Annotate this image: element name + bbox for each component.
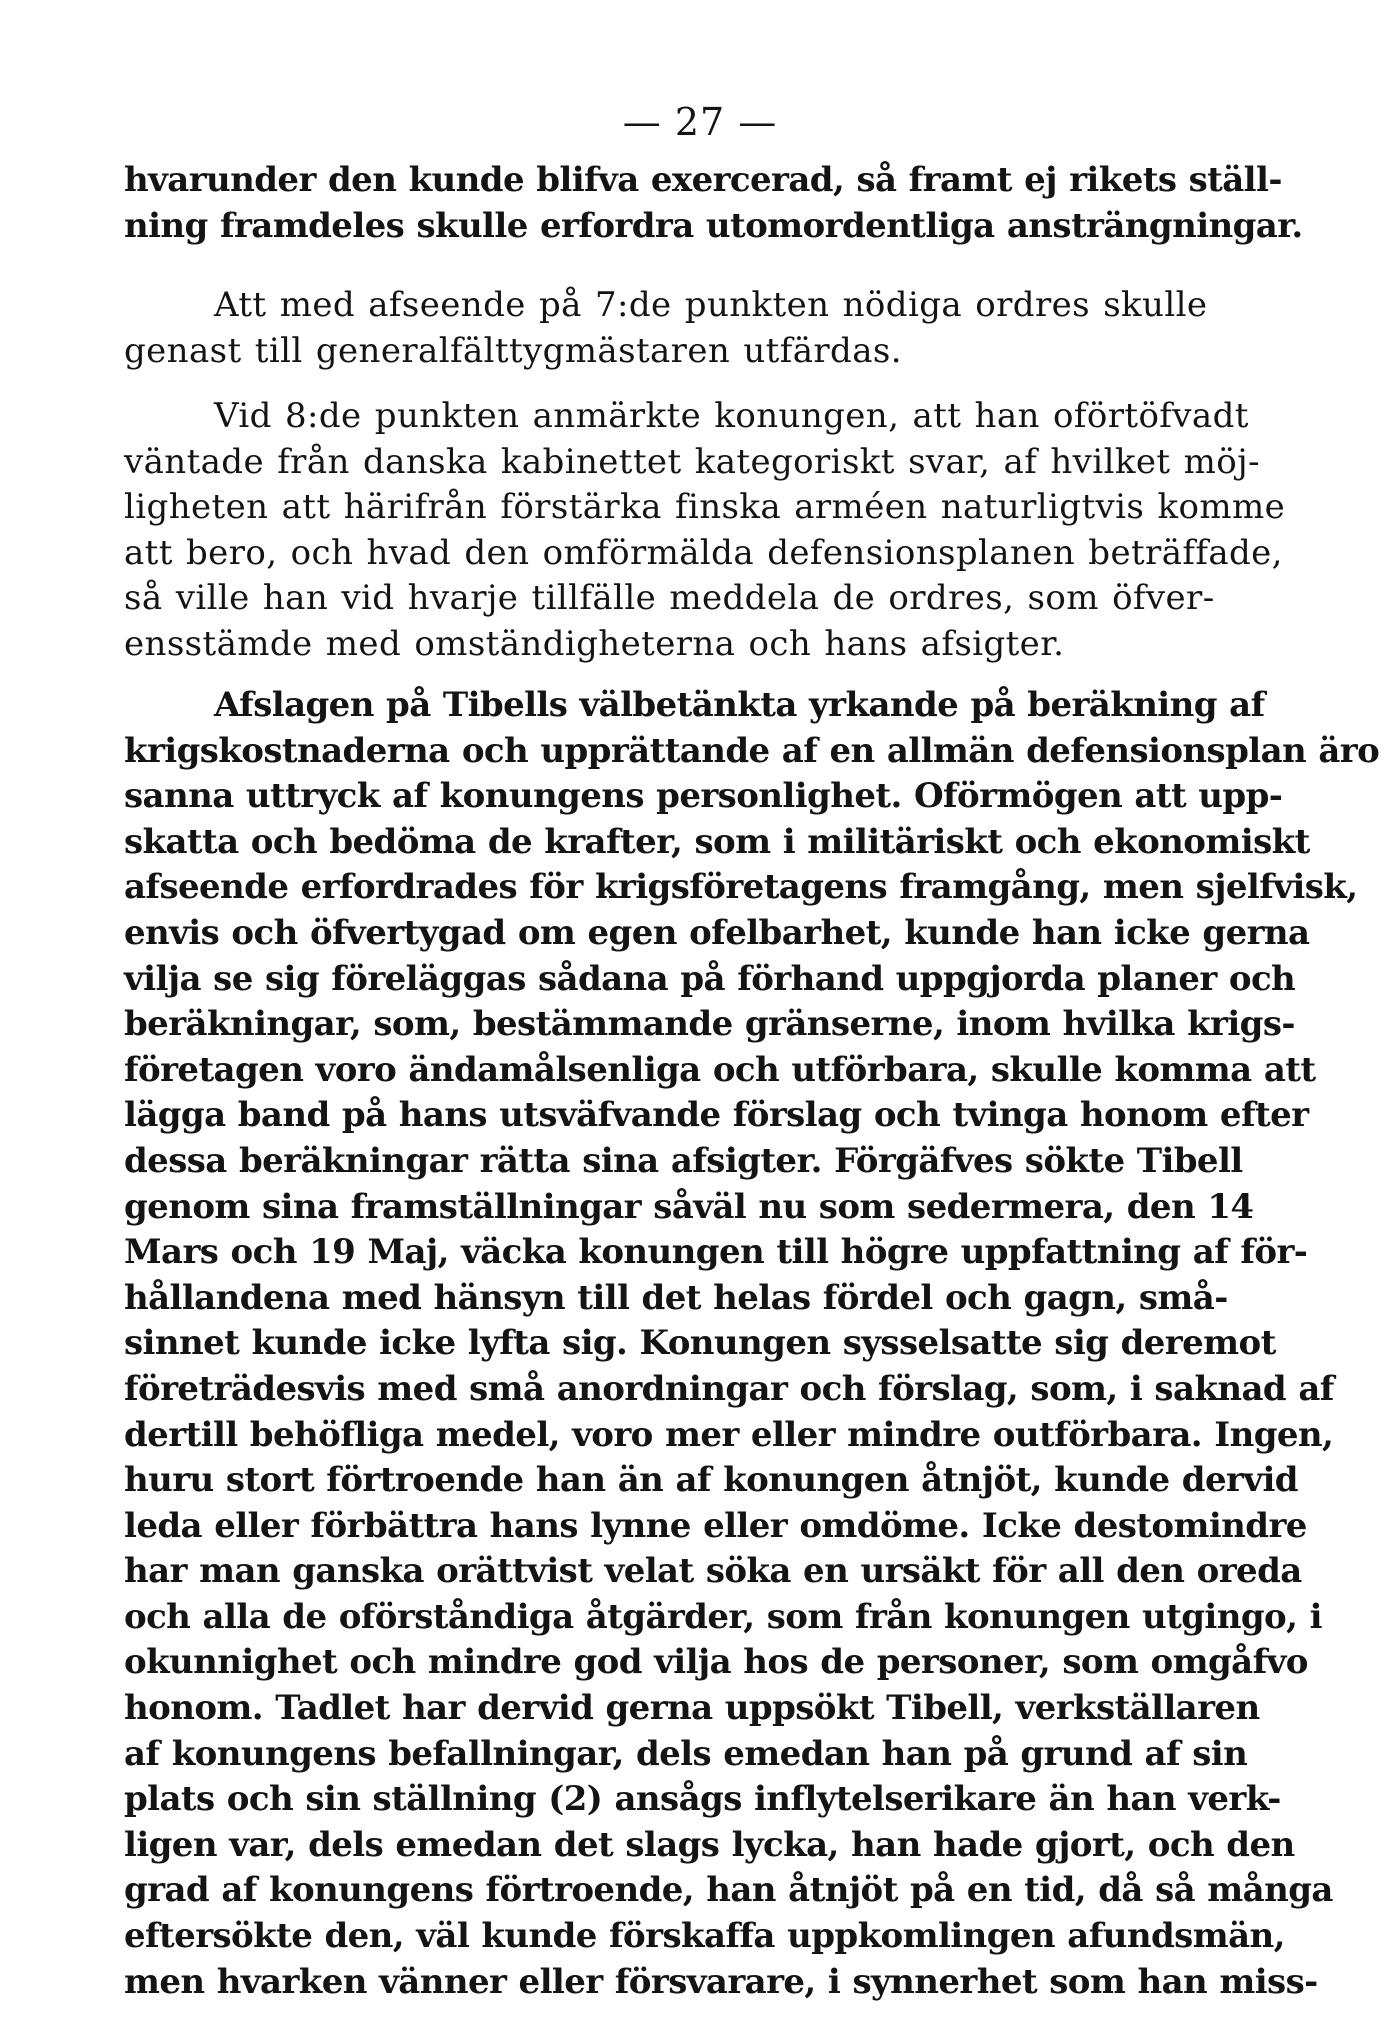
text-line: Att med afseende på 7:de punkten nödiga ordres skulle [214,285,1208,325]
text-line: Afslagen på Tibells välbetänkta yrkande på beräkning af [214,685,1265,725]
text-line: företrädesvis med små anordningar och förslag, som, i saknad af [124,1368,1334,1409]
text-line: genast till generalfälttygmästaren utfärdas. [124,330,902,371]
text-line: och alla de oförståndiga åtgärder, som från konungen utgingo, i [124,1596,1322,1637]
text-line: lägga band på hans utsväfvande förslag och tvinga honom efter [124,1095,1309,1136]
text-line: ensstämde med omständigheterna och hans afsigter. [124,623,1065,664]
text-line: men hvarken vänner eller försvarare, i synnerhet som han miss- [124,1961,1318,2002]
text-line: okunnighet och mindre god vilja hos de personer, som omgåfvo [124,1642,1308,1683]
text-line: företagen voro ändamålsenliga och utförbara, skulle komma att [124,1049,1316,1090]
text-line: plats och sin ställning (2) ansågs inflytelserikare än han verk- [124,1779,1281,1820]
text-line: att bero, och hvad den omförmälda defensionsplanen beträffade, [124,532,1283,573]
text-line: eftersökte den, väl kunde förskaffa uppkomlingen afundsmän, [124,1916,1285,1957]
text-line: genom sina framställningar såväl nu som sedermera, den 14 [124,1186,1254,1227]
paragraph [124,683,1380,2005]
text-line: väntade från danska kabinettet kategoriskt svar, af hvilket möj- [124,441,1260,482]
text-line: dessa beräkningar rätta sina afsigter. Förgäfves sökte Tibell [124,1140,1243,1181]
text-line: ligheten att härifrån förstärka finska arméen naturligtvis komme [124,487,1286,528]
text-line: hållandena med hänsyn till det helas fördel och gagn, små- [124,1277,1228,1318]
text-line: afseende erfordrades för krigsföretagens framgång, men sjelfvisk, [124,867,1358,908]
paragraph [124,394,1286,668]
text-line: har man ganska orättvist velat söka en ursäkt för all den oreda [124,1551,1302,1592]
text-line: dertill behöfliga medel, voro mer eller mindre outförbara. Ingen, [124,1414,1334,1455]
text-line: envis och öfvertygad om egen ofelbarhet, kunde han icke gerna [124,912,1310,953]
text-line: hvarunder den kunde blifva exercerad, så framt ej rikets ställ- [124,160,1282,200]
text-line: honom. Tadlet har dervid gerna uppsökt Tibell, verkställaren [124,1688,1260,1729]
text-line: så ville han vid hvarje tillfälle meddela de ordres, som öfver- [124,578,1215,619]
text-line: skatta och bedöma de krafter, som i militäriskt och ekonomiskt [124,821,1310,862]
text-line: beräkningar, som, bestämmande gränserne, inom hvilka krigs- [124,1004,1295,1045]
paragraph [124,158,1303,249]
text-line: krigskostnaderna och upprättande af en allmän defensionsplan äro [124,730,1380,771]
text-line: grad af konungens förtroende, han åtnjöt på en tid, då så många [124,1870,1333,1911]
text-line: ning framdeles skulle erfordra utomordentliga ansträngningar. [124,205,1303,246]
text-line: vilja se sig föreläggas sådana på förhand uppgjorda planer och [124,958,1296,999]
text-line: af konungens befallningar, dels emedan han på grund af sin [124,1733,1248,1774]
paragraph [124,283,1208,374]
text-line: Mars och 19 Maj, väcka konungen till högre uppfattning af för- [124,1232,1308,1273]
text-line: sinnet kunde icke lyfta sig. Konungen sysselsatte sig deremot [124,1323,1276,1364]
text-line: leda eller förbättra hans lynne eller omdöme. Icke destomindre [124,1505,1307,1546]
text-line: ligen var, dels emedan det slags lycka, han hade gjort, och den [124,1824,1295,1865]
text-line: sanna uttryck af konungens personlighet. Oförmögen att upp- [124,776,1283,817]
text-line: Vid 8:de punkten anmärkte konungen, att han oförtöfvadt [214,396,1249,436]
text-line: huru stort förtroende han än af konungen åtnjöt, kunde dervid [124,1460,1298,1501]
page-number: — 27 — [622,100,778,144]
